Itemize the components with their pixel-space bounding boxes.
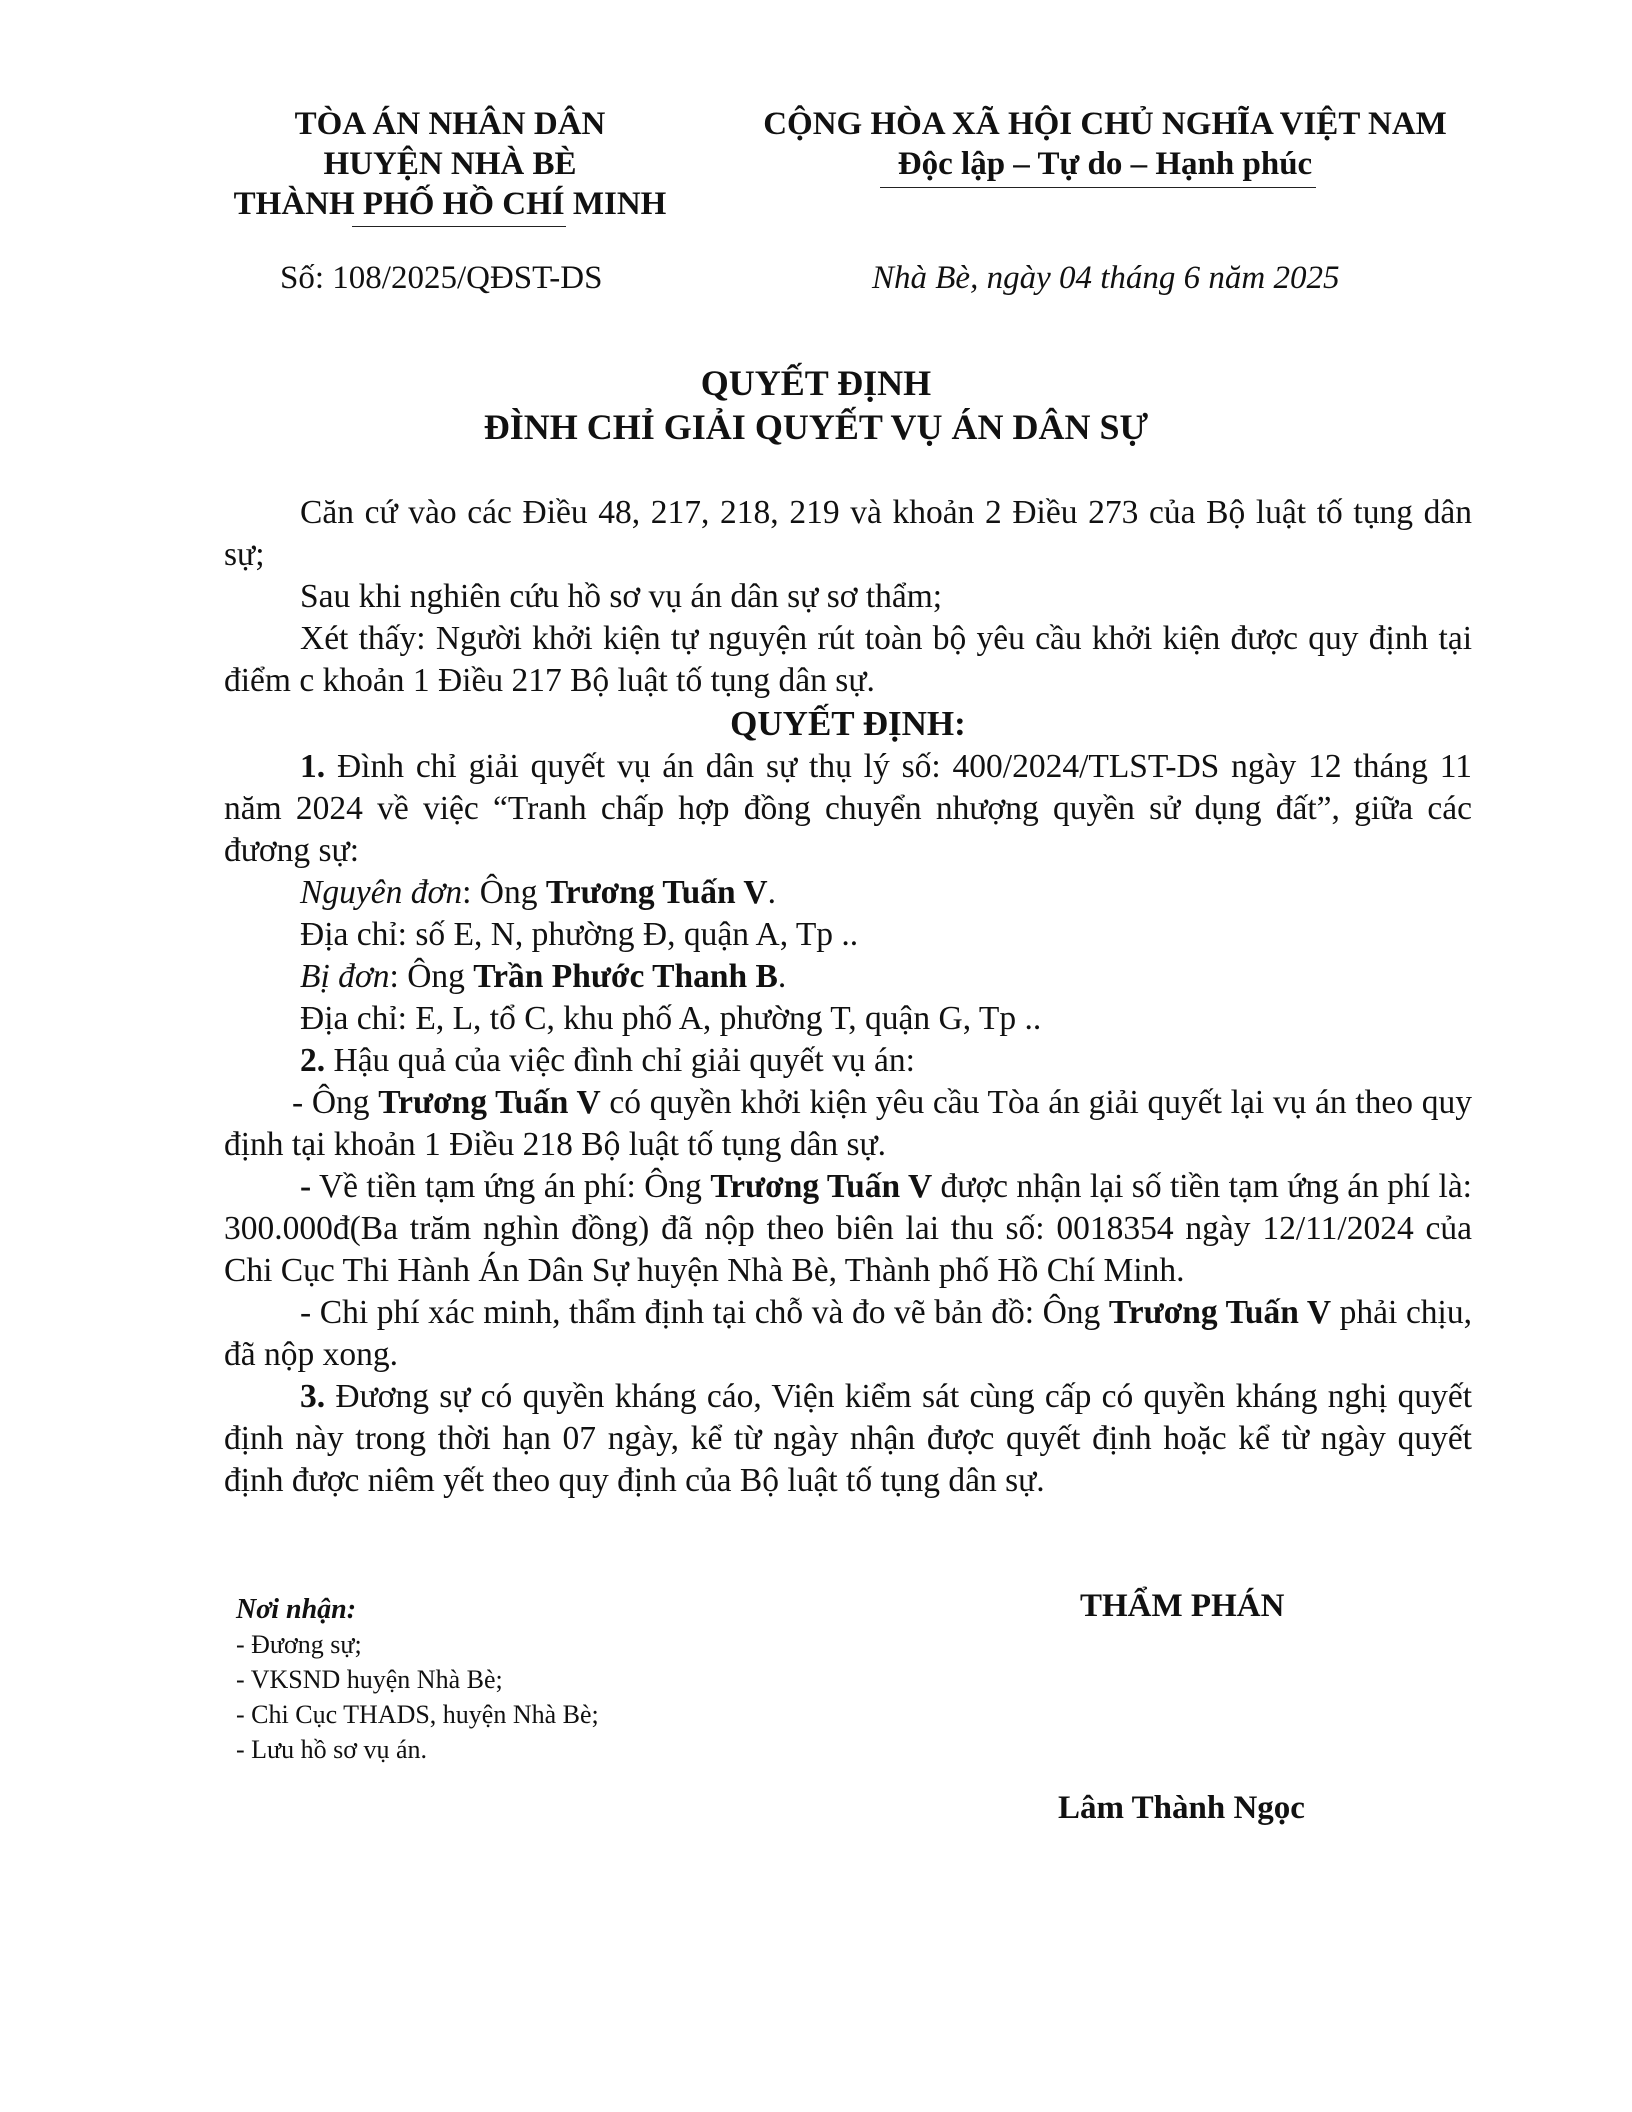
court-name-line-1: TÒA ÁN NHÂN DÂN <box>294 106 606 142</box>
defendant-prefix: : Ông <box>389 958 474 995</box>
defendant-name: Trần Phước Thanh B <box>473 958 778 995</box>
consequence-1-text: có quyền khởi kiện yêu cầu Tòa án giải quyết lại vụ án theo quy định tại khoản 1 Điều 218 Bộ luật tố tụng dân sự. <box>224 1084 1473 1163</box>
plaintiff-label: Nguyên đơn <box>300 874 463 911</box>
recipients-block <box>236 1592 599 1767</box>
consequence-3-prefix: - Chi phí xác minh, thẩm định tại chỗ và đo vẽ bản đồ: Ông <box>300 1294 1109 1331</box>
consequence-2-text: được nhận lại số tiền tạm ứng án phí là: 300.000đ(Ba trăm nghìn đồng) đã nộp theo biên lai thu số: 0018354 ngày 12/11/2024 của Chi Cục Thi Hành Án Dân Sự huyện Nhà Bè, Thành phố Hồ Chí Minh. <box>224 1168 1472 1289</box>
consequence-1-prefix: - Ông <box>292 1084 379 1121</box>
plaintiff-name: Trương Tuấn V <box>545 874 768 911</box>
document-subtitle: ĐÌNH CHỈ GIẢI QUYẾT VỤ ÁN DÂN SỰ <box>483 407 1149 447</box>
recipient-item: - Lưu hồ sơ vụ án. <box>236 1735 428 1764</box>
consequence-3 <box>224 1292 1472 1376</box>
consequence-2 <box>224 1166 1472 1292</box>
document-number: Số: 108/2025/QĐST-DS <box>280 260 603 296</box>
consequence-1-name: Trương Tuấn V <box>378 1084 601 1121</box>
item-3 <box>224 1376 1472 1502</box>
place-and-date: Nhà Bè, ngày 04 tháng 6 năm 2025 <box>872 260 1340 296</box>
consequence-2-dash: - <box>300 1168 312 1205</box>
defendant-address: Địa chỉ: E, L, tổ C, khu phố A, phường T, quận G, Tp .. <box>300 1000 1042 1037</box>
item-1 <box>224 746 1472 872</box>
judge-title: THẨM PHÁN <box>1080 1588 1285 1624</box>
study-statement: Sau khi nghiên cứu hồ sơ vụ án dân sự sơ thẩm; <box>300 578 943 615</box>
national-motto-block <box>720 104 1490 184</box>
item-2 <box>224 1040 1472 1082</box>
item-3-number: 3. <box>300 1378 326 1415</box>
consequence-2-prefix: Về tiền tạm ứng án phí: Ông <box>311 1168 711 1205</box>
recipients-heading: Nơi nhận: <box>236 1594 357 1625</box>
legal-basis: Căn cứ vào các Điều 48, 217, 218, 219 và khoản 2 Điều 273 của Bộ luật tố tụng dân sự; <box>224 494 1472 573</box>
recipient-item: - Đương sự; <box>236 1630 362 1659</box>
plaintiff-address: Địa chỉ: số E, N, phường Đ, quận A, Tp .. <box>300 916 859 953</box>
consequence-3-name: Trương Tuấn V <box>1108 1294 1332 1331</box>
plaintiff-line: Nguyên đơn: Ông Trương Tuấn V. <box>300 874 776 911</box>
plaintiff-prefix: : Ông <box>462 874 546 911</box>
motto-underline <box>880 187 1316 188</box>
consequence-1 <box>224 1082 1472 1166</box>
recipient-item: - VKSND huyện Nhà Bè; <box>236 1665 503 1694</box>
recipient-item: - Chi Cục THADS, huyện Nhà Bè; <box>236 1700 599 1729</box>
defendant-line: Bị đơn: Ông Trần Phước Thanh B. <box>300 958 787 995</box>
national-motto: Độc lập – Tự do – Hạnh phúc <box>897 146 1313 182</box>
item-1-text: Đình chỉ giải quyết vụ án dân sự thụ lý số: 400/2024/TLST-DS ngày 12 tháng 11 năm 2024 về việc “Tranh chấp hợp đồng chuyển nhượng quyền sử dụng đất”, giữa các đương sự: <box>224 748 1472 869</box>
document-body <box>224 492 1472 1502</box>
consequence-3-text: phải chịu, đã nộp xong. <box>224 1294 1472 1373</box>
court-name-line-2: HUYỆN NHÀ BÈ <box>323 146 577 182</box>
item-2-text: Hậu quả của việc đình chỉ giải quyết vụ án: <box>325 1042 915 1079</box>
court-name-line-3: THÀNH PHỐ HỒ CHÍ MINH <box>233 186 667 222</box>
finding-statement: Xét thấy: Người khởi kiện tự nguyện rút toàn bộ yêu cầu khởi kiện được quy định tại điểm c khoản 1 Điều 217 Bộ luật tố tụng dân sự. <box>224 620 1472 699</box>
item-2-number: 2. <box>300 1042 326 1079</box>
decision-heading: QUYẾT ĐỊNH: <box>730 704 966 743</box>
item-1-number: 1. <box>300 748 326 785</box>
court-underline <box>352 226 566 227</box>
judge-name: Lâm Thành Ngọc <box>1058 1790 1305 1826</box>
defendant-label: Bị đơn <box>300 958 390 995</box>
country-name: CỘNG HÒA XÃ HỘI CHỦ NGHĨA VIỆT NAM <box>763 106 1447 142</box>
item-3-text: Đương sự có quyền kháng cáo, Viện kiểm sát cùng cấp có quyền kháng nghị quyết định này trong thời hạn 07 ngày, kể từ ngày nhận được quyết định hoặc kể từ ngày quyết định được niêm yết theo quy định của Bộ luật tố tụng dân sự. <box>224 1378 1472 1499</box>
court-name-block <box>200 104 700 224</box>
document-title: QUYẾT ĐỊNH <box>700 363 932 403</box>
consequence-2-name: Trương Tuấn V <box>710 1168 933 1205</box>
